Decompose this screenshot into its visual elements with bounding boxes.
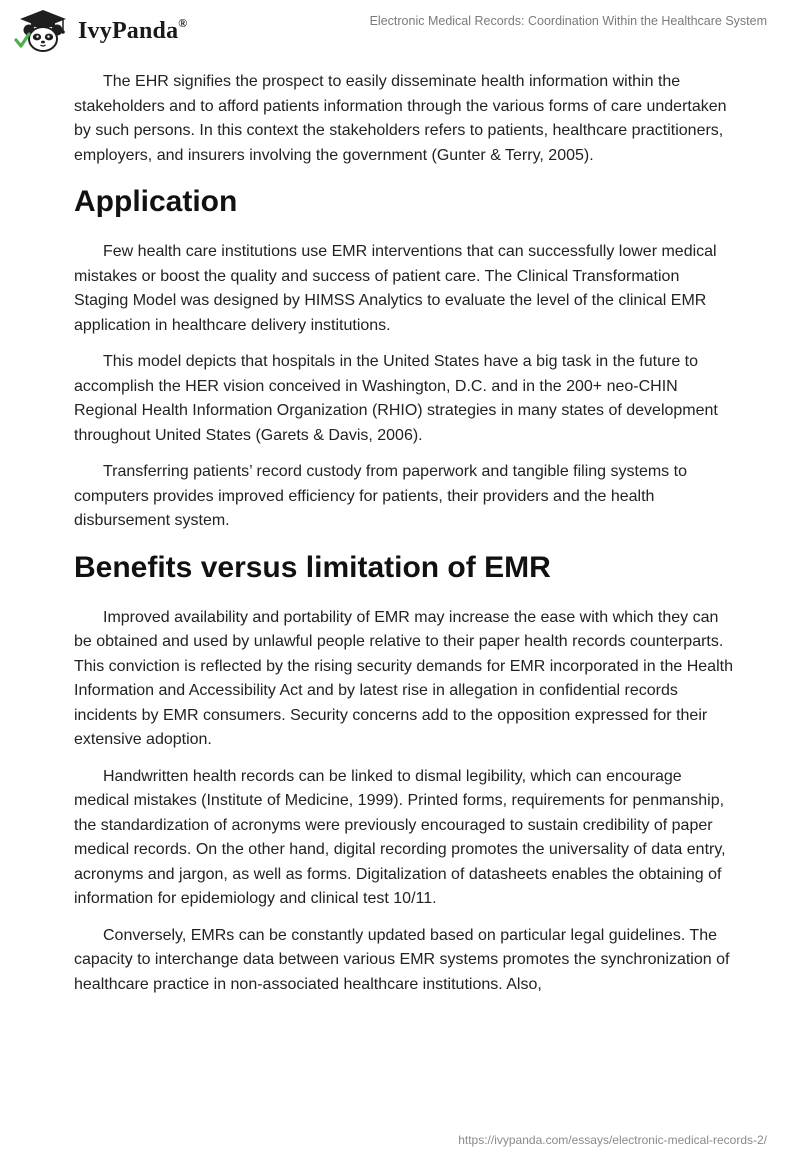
page-header [0, 0, 800, 60]
panda-graduate-icon [14, 8, 72, 54]
paragraph: Improved availability and portability of EMR may increase the ease with which they can be obtained and used by unlawful people relative to their paper health records counterparts. This conviction is reflected by the rising security demands for EMR incorporated in the Health Information and Accessibility Act and by latest rise in allegation in confidential records incidents by EMR consumers. Security concerns add to the opposition expressed for their extensive adoption. [74, 608, 733, 748]
intro-paragraph: The EHR signifies the prospect to easily disseminate health information within the stakeholders and to afford patients information through the various forms of care undertaken by such persons. In this context the stakeholders refers to patients, healthcare practitioners, employers, and insurers involving the government (Gunter & Terry, 2005). [74, 73, 727, 164]
paragraph: Few health care institutions use EMR interventions that can successfully lower medical mistakes or boost the quality and success of patient care. The Clinical Transformation Staging Model was designed by HIMSS Analytics to evaluate the level of the clinical EMR application in healthcare delivery institutions. [74, 243, 717, 334]
ivypanda-logo[interactable] [14, 8, 187, 54]
section-heading-benefits: Benefits versus limitation of EMR [74, 550, 551, 584]
essay-body [74, 70, 734, 1009]
paragraph: Transferring patients’ record custody from paperwork and tangible filing systems to computers provides improved efficiency for patients, their providers and the health disbursement system. [74, 463, 687, 529]
section-heading-application: Application [74, 185, 238, 218]
logo-name: IvyPanda [78, 17, 179, 44]
document-title: Electronic Medical Records: Coordination Within the Healthcare System [369, 14, 767, 28]
registered-mark: ® [178, 15, 188, 30]
paragraph: Handwritten health records can be linked to dismal legibility, which can encourage medical mistakes (Institute of Medicine, 1999). Printed forms, requirements for penmanship, the standardization of acronyms were previously encouraged to sustain credibility of paper medical records. On the other hand, digital recording promotes the universality of data entry, acronyms and jargon, as well as forms. Digitalization of datasheets enables the obtaining of information for epidemiology and clinical test 10/11. [74, 767, 726, 907]
source-url-link[interactable]: https://ivypanda.com/essays/electronic-medical-records-2/ [458, 1133, 767, 1147]
paragraph: This model depicts that hospitals in the United States have a big task in the future to accomplish the HER vision conceived in Washington, D.C. and in the 200+ neo-CHIN Regional Health Information Organization (RHIO) strategies in many states of development throughout United States (Garets & Davis, 2006). [74, 353, 718, 444]
paragraph: Conversely, EMRs can be constantly updated based on particular legal guidelines. The capacity to interchange data between various EMR systems promotes the synchronization of healthcare practice in non-associated healthcare institutions. Also, [74, 926, 730, 993]
logo-wordmark [78, 15, 188, 45]
